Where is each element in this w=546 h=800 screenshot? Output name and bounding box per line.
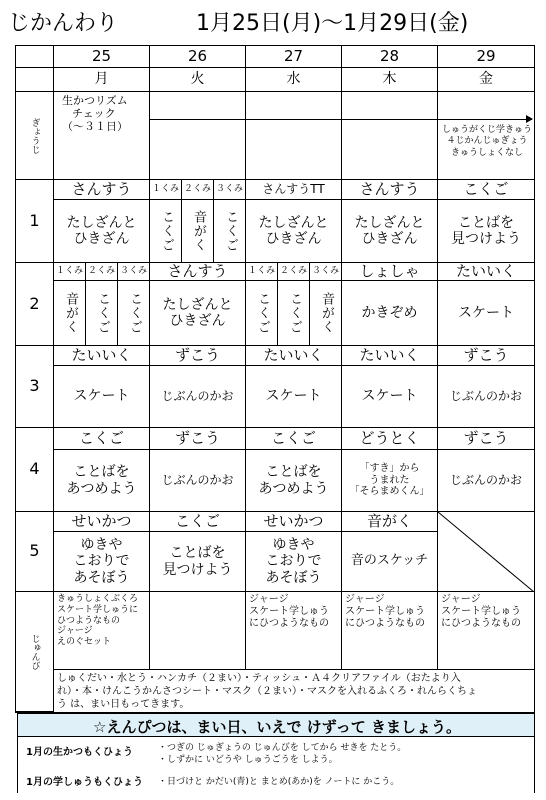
p1-tue-class2-label: ２くみ (182, 180, 214, 200)
gyouji-label: ぎょうじ (16, 92, 54, 180)
p2-mon-class2: こくご (86, 281, 118, 346)
junbi-fri: ジャージ スケート学しゅう にひつようなもの (438, 592, 534, 670)
p2-mon-class3: こくご (118, 281, 150, 346)
p3-mon-content: スケート (54, 366, 150, 428)
p4-thu-subject: どうとく (342, 428, 438, 450)
p4-wed-subject: こくご (246, 428, 342, 450)
junbi-thu: ジャージ スケート学しゅう にひつようなもの (342, 592, 438, 670)
gyouji-row (54, 92, 534, 180)
p5-thu-subject: 音がく (342, 512, 438, 532)
p4-wed-content: ことばを あつめよう (246, 450, 342, 512)
gyouji-mon-2: チェック (72, 107, 116, 121)
p3-tue-content: じぶんのかお (150, 366, 246, 428)
p2-fri-content: スケート (438, 281, 534, 346)
p3-fri-subject: ずこう (438, 346, 534, 366)
corner-cell-2 (16, 68, 54, 92)
dow-tue: 火 (150, 68, 246, 92)
p2-mon-class3-label: ３くみ (118, 263, 150, 281)
p1-tue-class1-label: １くみ (150, 180, 182, 200)
p1-mon-subject: さんすう (54, 180, 150, 200)
junbi-tue (150, 592, 246, 670)
p2-mon-class2-label: ２くみ (86, 263, 118, 281)
p4-mon-content: ことばを あつめよう (54, 450, 150, 512)
p4-thu-content: 「すき」から うまれた 「そらまめくん」 (342, 450, 438, 512)
p2-tue-subject: さんすう (150, 263, 246, 281)
junbi-common: しゅくだい・水とう・ハンカチ（２まい）・ティッシュ・Ａ４クリアファイル（おたより入 れ）・本・けんこうかんさつシート・マスク（２まい）・マスクを入れるふくろ・れんらくちょ う は、まい日もってきます。 (57, 673, 477, 710)
p5-mon-subject: せいかつ (54, 512, 150, 532)
p3-mon-subject: たいいく (54, 346, 150, 366)
p1-tue-class3-label: ３くみ (214, 180, 246, 200)
p2-thu-subject: しょしゃ (342, 263, 438, 281)
period-5-number: 5 (16, 512, 54, 592)
p1-wed-subject: さんすうTT (246, 180, 342, 200)
dow-wed: 水 (246, 68, 342, 92)
notice-headline: ☆えんぴつは、まい日、いえで けずって きましょう。 (93, 718, 461, 736)
corner-cell (16, 46, 54, 68)
dow-mon: 月 (54, 68, 150, 92)
p3-wed-subject: たいいく (246, 346, 342, 366)
period-2-number: 2 (16, 263, 54, 346)
study-goal-1: ・日づけと かだい(青)と まとめ(あか)を ノートに かこう。 (158, 777, 400, 787)
timetable (15, 45, 535, 713)
p5-mon-content: ゆきや こおりで あそぼう (54, 532, 150, 592)
date-fri: 29 (438, 46, 534, 68)
p5-wed-content: ゆきや こおりで あそぼう (246, 532, 342, 592)
junbi-label: じゅんび (16, 592, 54, 712)
date-tue: 26 (150, 46, 246, 68)
p1-thu-subject: さんすう (342, 180, 438, 200)
dow-fri: 金 (438, 68, 534, 92)
life-goal-label: 1月の生かつもくひょう (26, 747, 133, 758)
page-title (0, 6, 546, 36)
p4-fri-subject: ずこう (438, 428, 534, 450)
period-3-number: 3 (16, 346, 54, 428)
p2-tue-content: たしざんと ひきざん (150, 281, 246, 346)
p1-tue-class1: こくご (150, 200, 182, 263)
date-wed: 27 (246, 46, 342, 68)
p4-mon-subject: こくご (54, 428, 150, 450)
arrow-line (150, 119, 532, 120)
gyouji-fri-1: しゅうがくじ学きゅう (441, 125, 532, 135)
p2-wed-class2-label: ２くみ (278, 263, 310, 281)
p4-fri-content: じぶんのかお (438, 450, 534, 512)
life-goal-2: ・しずかに いどうや しゅうごうを しよう。 (158, 755, 338, 765)
p1-thu-content: たしざんと ひきざん (342, 200, 438, 263)
study-goal-label: 1月の学しゅうもくひょう (26, 777, 143, 788)
p2-mon-class1-label: １くみ (54, 263, 86, 281)
p3-fri-content: じぶんのかお (438, 366, 534, 428)
p1-wed-content: たしざんと ひきざん (246, 200, 342, 263)
p1-mon-content: たしざんと ひきざん (54, 200, 150, 263)
p3-wed-content: スケート (246, 366, 342, 428)
p2-wed-class3-label: ３くみ (310, 263, 342, 281)
p2-fri-subject: たいいく (438, 263, 534, 281)
p2-wed-class1: こくご (246, 281, 278, 346)
date-mon: 25 (54, 46, 150, 68)
junbi-mon: きゅうしょくぶくろ スケート学しゅうに ひつようなもの ジャージ えのぐセット (54, 592, 150, 670)
p2-wed-class3: 音がく (310, 281, 342, 346)
life-goal-1: ・つぎの じゅぎょうの じゅんびを してから せきを たとう。 (158, 743, 407, 753)
period-4-number: 4 (16, 428, 54, 512)
p2-thu-content: かきぞめ (342, 281, 438, 346)
p3-thu-subject: たいいく (342, 346, 438, 366)
p3-thu-content: スケート (342, 366, 438, 428)
p4-tue-content: じぶんのかお (150, 450, 246, 512)
p5-wed-subject: せいかつ (246, 512, 342, 532)
gyouji-mon-3: （～３１日） (62, 120, 128, 134)
p2-wed-class1-label: １くみ (246, 263, 278, 281)
p4-tue-subject: ずこう (150, 428, 246, 450)
title-main: じかんわり (8, 11, 119, 36)
notice-box (17, 713, 535, 793)
period-1-number: 1 (16, 180, 54, 263)
junbi-wed: ジャージ スケート学しゅう にひつようなもの (246, 592, 342, 670)
arrow-head-icon (526, 115, 533, 123)
p1-tue-class3: こくご (214, 200, 246, 263)
p2-mon-class1: 音がく (54, 281, 86, 346)
p3-tue-subject: ずこう (150, 346, 246, 366)
gyouji-fri-2: ４じかんじゅぎょう (446, 136, 528, 147)
p1-tue-class2: 音がく (182, 200, 214, 263)
dow-thu: 木 (342, 68, 438, 92)
diagonal-line (438, 512, 534, 592)
p1-fri-content: ことばを 見つけよう (438, 200, 534, 263)
date-thu: 28 (342, 46, 438, 68)
p5-tue-content: ことばを 見つけよう (150, 532, 246, 592)
p5-fri-empty (438, 512, 534, 592)
gyouji-fri-3: きゅうしょくなし (450, 147, 523, 158)
p5-thu-content: 音のスケッチ (342, 532, 438, 592)
p1-fri-subject: こくご (438, 180, 534, 200)
title-date-range: 1月25日(月)～1月29日(金) (196, 11, 469, 36)
p5-tue-subject: こくご (150, 512, 246, 532)
p2-wed-class2: こくご (278, 281, 310, 346)
gyouji-mon-1: 生かつリズム (62, 94, 128, 107)
